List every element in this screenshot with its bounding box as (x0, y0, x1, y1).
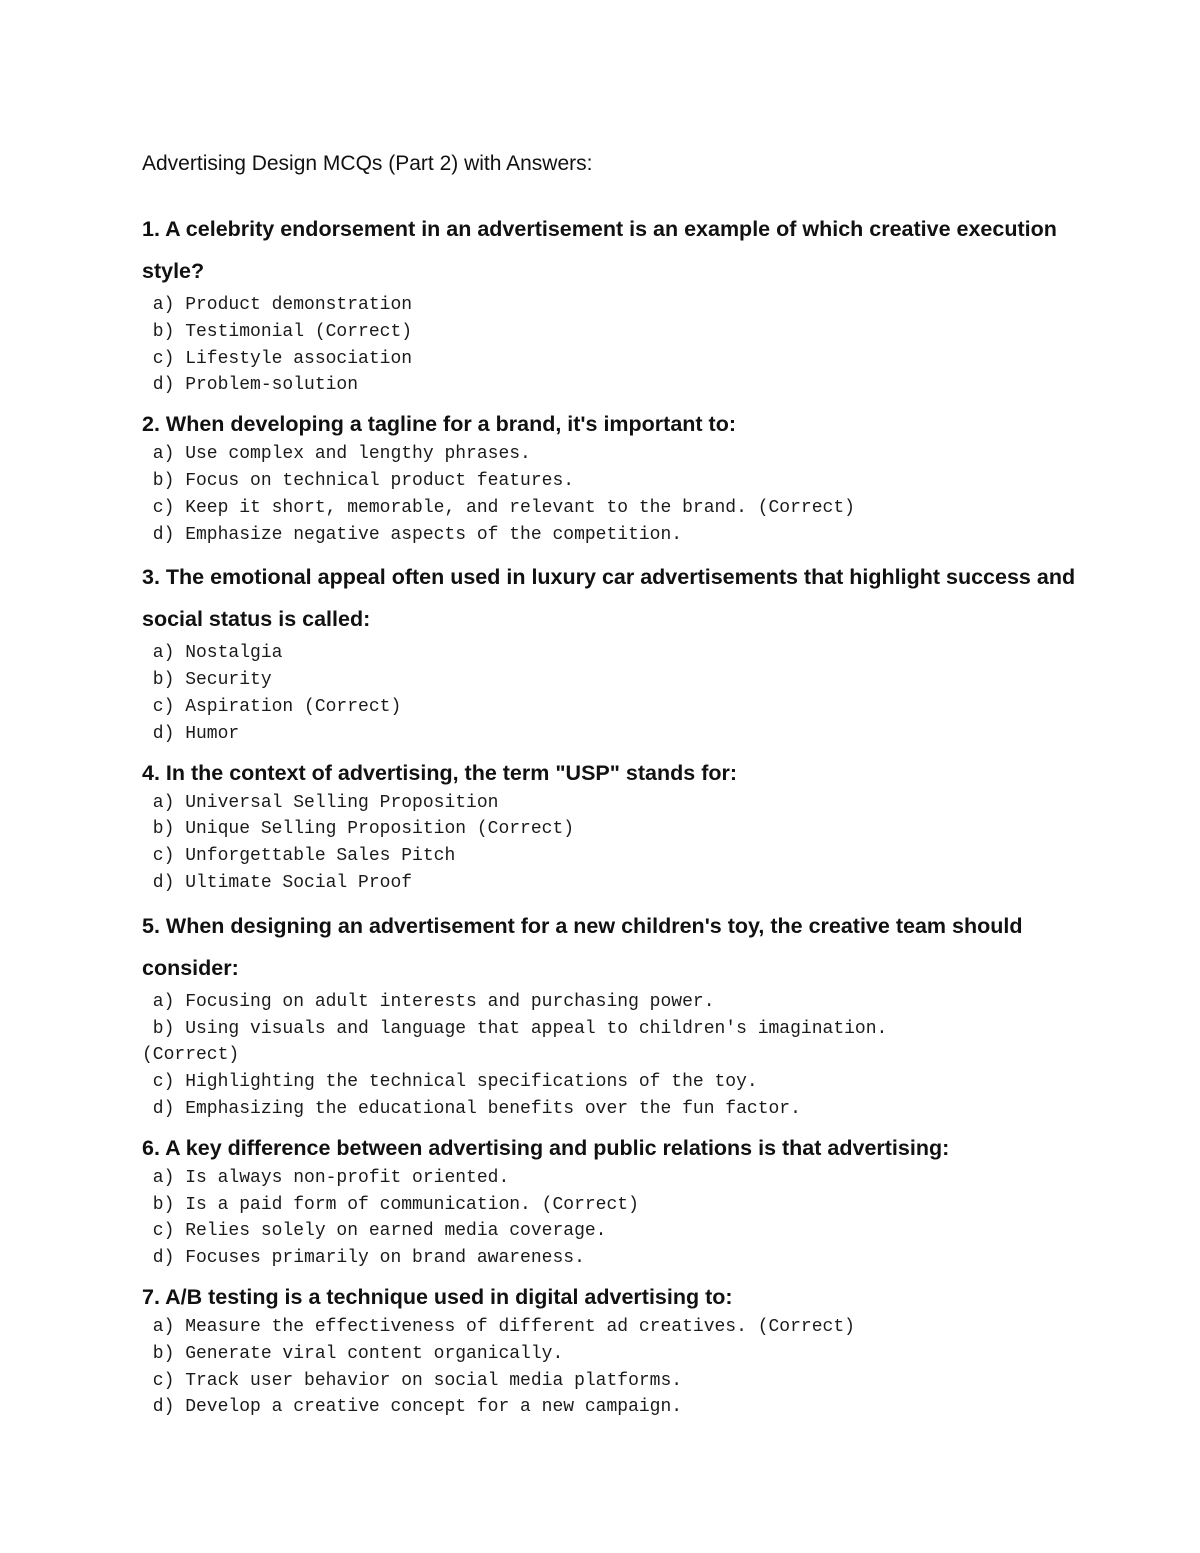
answer-option: a) Nostalgia (142, 643, 283, 664)
answer-option: d) Humor (142, 723, 240, 744)
answer-option: a) Universal Selling Proposition (142, 792, 499, 813)
question-text: 5. When designing an advertisement for a new children's toy, the creative team should consider: (142, 913, 1023, 980)
answer-option: b) Unique Selling Proposition (Correct) (142, 819, 575, 840)
document-body (142, 146, 1102, 1421)
answer-options (142, 441, 1102, 548)
answer-option: a) Product demonstration (142, 295, 413, 315)
answer-option: a) Focusing on adult interests and purchasing power. (142, 991, 715, 1012)
answer-option-continuation: (Correct) (142, 1045, 240, 1066)
answer-option: c) Lifestyle association (142, 348, 413, 369)
question-text: 6. A key difference between advertising and public relations is that advertising: (142, 1135, 950, 1160)
question-5 (142, 905, 1102, 1123)
document-title: Advertising Design MCQs (Part 2) with Answers: (142, 152, 593, 175)
answer-option: a) Use complex and lengthy phrases. (142, 444, 531, 465)
answer-options (142, 790, 1102, 897)
answer-options (142, 1314, 1102, 1421)
question-text: 2. When developing a tagline for a brand, it's important to: (142, 412, 737, 437)
answer-option: c) Highlighting the technical specifications of the toy. (142, 1072, 758, 1093)
answer-options (142, 1165, 1102, 1272)
answer-option: d) Emphasizing the educational benefits over the fun factor. (142, 1098, 801, 1119)
answer-option: b) Using visuals and language that appeal to children's imagination. (142, 1018, 888, 1039)
answer-options (142, 989, 1102, 1123)
question-text: 1. A celebrity endorsement in an advertisement is an example of which creative execution style? (142, 217, 1057, 283)
answer-option: d) Develop a creative concept for a new campaign. (142, 1397, 683, 1418)
answer-options (142, 292, 1102, 399)
question-3 (142, 556, 1102, 747)
question-text: 7. A/B testing is a technique used in digital advertising to: (142, 1284, 733, 1309)
question-4 (142, 756, 1102, 897)
answer-option: c) Aspiration (Correct) (142, 696, 402, 717)
answer-option: b) Security (142, 670, 272, 691)
answer-option: c) Keep it short, memorable, and relevant to the brand. (Correct) (142, 497, 855, 518)
answer-option: b) Focus on technical product features. (142, 470, 575, 491)
answer-option: a) Is always non-profit oriented. (142, 1167, 510, 1188)
answer-options (142, 640, 1102, 747)
answer-option: d) Focuses primarily on brand awareness. (142, 1248, 585, 1269)
answer-option: c) Unforgettable Sales Pitch (142, 846, 456, 867)
question-text: 3. The emotional appeal often used in luxury car advertisements that highlight success and social status is called: (142, 565, 1076, 632)
answer-option: b) Testimonial (Correct) (142, 321, 413, 342)
answer-option: c) Track user behavior on social media platforms. (142, 1370, 683, 1391)
question-2 (142, 407, 1102, 548)
question-1 (142, 208, 1102, 399)
answer-option: b) Generate viral content organically. (142, 1343, 564, 1364)
answer-option: a) Measure the effectiveness of different ad creatives. (Correct) (142, 1316, 855, 1337)
question-6 (142, 1131, 1102, 1272)
answer-option: d) Emphasize negative aspects of the competition. (142, 524, 683, 545)
answer-option: d) Problem-solution (142, 375, 359, 396)
question-text: 4. In the context of advertising, the term "USP" stands for: (142, 760, 738, 785)
answer-option: c) Relies solely on earned media coverage. (142, 1221, 607, 1242)
question-7 (142, 1280, 1102, 1421)
answer-option: d) Ultimate Social Proof (142, 872, 413, 893)
answer-option: b) Is a paid form of communication. (Correct) (142, 1194, 639, 1215)
